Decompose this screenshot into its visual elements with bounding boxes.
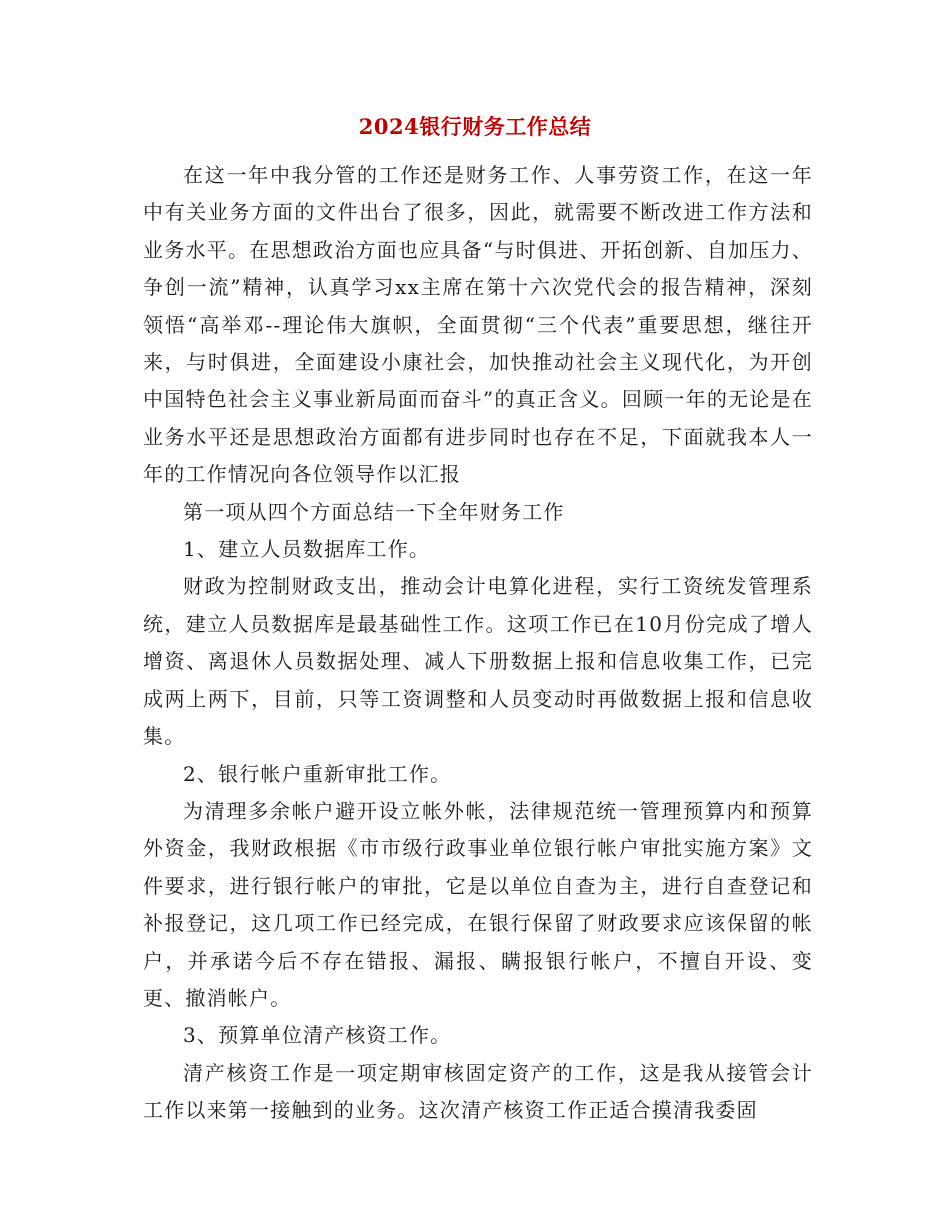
paragraph-item-3-heading: 3、预算单位清产核资工作。 — [183, 1023, 452, 1048]
paragraph-item-2-heading: 2、银行帐户重新审批工作。 — [183, 761, 452, 786]
document-body — [143, 157, 813, 1130]
paragraph-item-2-body: 为清理多余帐户避开设立帐外帐，法律规范统一管理预算内和预算外资金，我财政根据《市市级行政事业单位银行帐户审批实施方案》文件要求，进行银行帐户的审批，它是以单位自查为主，进行自查登记和补报登记，这几项工作已经完成，在银行保留了财政要求应该保留的帐户，并承诺今后不存在错报、漏报、瞒报银行帐户，不擅自开设、变更、撤消帐户。 — [143, 798, 813, 1010]
paragraph-item-3-body: 清产核资工作是一项定期审核固定资产的工作，这是我从接管会计工作以来第一接触到的业务。这次清产核资工作正适合摸清我委固 — [143, 1060, 813, 1123]
document-title: 2024银行财务工作总结 — [358, 114, 592, 139]
paragraph-section-heading: 第一项从四个方面总结一下全年财务工作 — [183, 499, 565, 524]
paragraph-intro: 在这一年中我分管的工作还是财务工作、人事劳资工作，在这一年中有关业务方面的文件出台了很多，因此，就需要不断改进工作方法和业务水平。在思想政治方面也应具备“与时俱进、开拓创新、自加压力、争创一流”精神，认真学习xx主席在第十六次党代会的报告精神，深刻领悟“高举邓--理论伟大旗帜，全面贯彻“三个代表”重要思想，继往开来，与时俱进，全面建设小康社会，加快推动社会主义现代化，为开创中国特色社会主义事业新局面而奋斗”的真正含义。回顾一年的无论是在业务水平还是思想政治方面都有进步同时也存在不足，下面就我本人一年的工作情况向各位领导作以汇报 — [143, 163, 813, 487]
paragraph-item-1-body: 财政为控制财政支出，推动会计电算化进程，实行工资统发管理系统，建立人员数据库是最基础性工作。这项工作已在10月份完成了增人增资、离退休人员数据处理、减人下册数据上报和信息收集工作，已完成两上两下，目前，只等工资调整和人员变动时再做数据上报和信息收集。 — [143, 574, 813, 749]
paragraph-item-1-heading: 1、建立人员数据库工作。 — [183, 537, 431, 562]
